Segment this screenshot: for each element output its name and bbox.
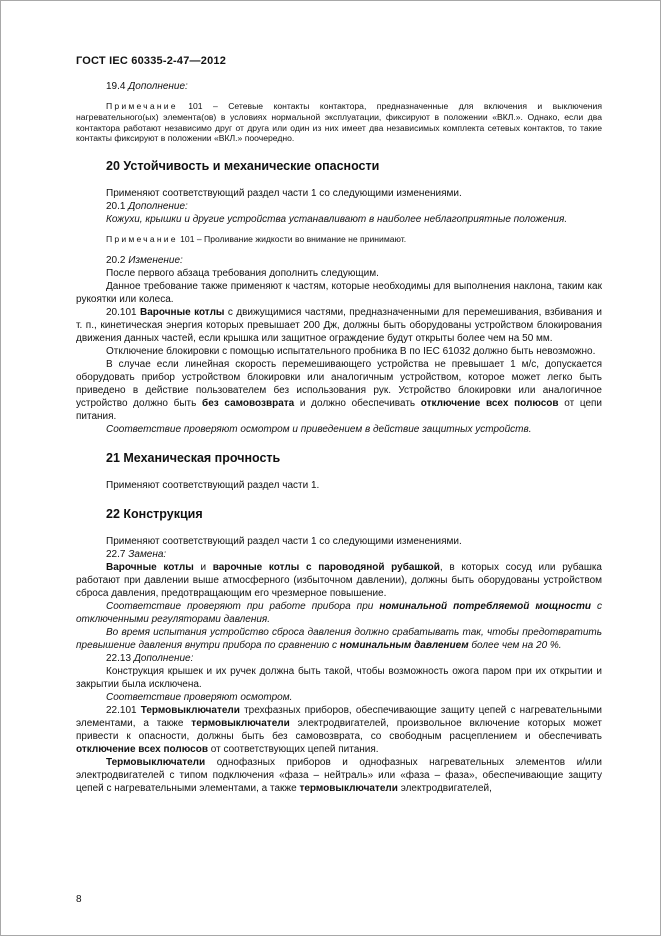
text-run: 20.1 [106,201,129,213]
text-run: 101 – Сетевые контакты контактора, предназначенные для включения и выключения нагревательного(ых) элемента(ов) в условиях нормальной эксплуатации, фиксируют в положении «ВКЛ.». Однако, если два контактора работают независимо друг от друга или один из них имеет два независимых комплекта сетевых контактов, то такие контакты фиксируют в положении «ВКЛ.» поочередно. [76,101,602,144]
text-run: без самовозврата [202,397,295,409]
text-run: Применяют соответствующий раздел части 1 со следующими изменениями. [106,188,462,200]
text-run: отключение всех полюсов [420,397,559,409]
text-run: Соответствие проверяют при работе прибора при [106,600,380,612]
note-paragraph [76,234,602,245]
text-run: Во время испытания устройство сброса давления должно срабатывать так, чтобы предотвратить превышение давления внутри прибора по сравнению с [76,626,602,651]
page-content [76,55,602,795]
text-run: Отключение блокировки с помощью испытательного пробника В по IEC 61032 должно быть невозможно. [106,345,596,357]
text-run: 22.7 [106,548,129,560]
text-run: термовыключатели [299,782,398,794]
text-run: 22 Конструкция [106,506,203,521]
text-run: Соответствие проверяют осмотром и приведением в действие защитных устройств. [106,423,532,435]
text-run: и должно обеспечивать [294,397,421,409]
document-title: ГОСТ IEC 60335-2-47—2012 [76,55,227,67]
text-run: Дополнение: [133,652,194,664]
paragraph [76,626,602,652]
text-run: термовыключатели [191,717,290,729]
paragraph [76,704,602,756]
text-run: Дополнение: [128,201,188,213]
text-run: Варочные котлы [139,306,225,318]
paragraph [76,358,602,423]
paragraph [76,600,602,626]
text-run: электродвигателей, произвольное включение которых может привести к опасности, должны быть без самовозврата, со свободным расцеплением и обеспечивать [76,717,602,742]
text-run: 20 Устойчивость и механические опасности [106,159,380,174]
text-run: В случае если линейная скорость перемешивающего устройства не превышает 1 м/с, допускается оборудовать прибор устройством блокировки или аналогичным устройством, которое может легко быть приведено в действие пользователем без использования рук. Устройство блокировки или аналогичное устройство должно быть [76,358,602,409]
text-run: отключение всех полюсов [76,743,208,755]
paragraph [76,200,602,213]
text-run: Замена: [128,548,167,560]
paragraph [76,187,602,200]
text-run: 20.2 [106,254,129,266]
text-run: номинальной потребляемой мощности [379,600,591,612]
paragraph [76,80,602,93]
text-run: электродвигателей, [397,782,492,794]
text-run: 22.13 [106,652,134,664]
paragraph [76,652,602,665]
text-run: с движущимися частями, предназначенными для перемешивания, взбивания и т. п., кинетическая энергия которых превышает 200 Дж, должны быть оборудованы устройством блокирования движения данных частей, если крышка или защитное ограждение будут открыты более чем на 50 мм. [76,306,602,344]
section-heading [106,159,602,173]
text-run: Соответствие проверяют осмотром. [106,691,293,703]
text-run: от цепи питания. [76,397,603,422]
text-run: Применяют соответствующий раздел части 1. [106,479,320,491]
paragraph [76,280,602,306]
paragraph [76,267,602,280]
text-run: Применяют соответствующий раздел части 1 со следующими изменениями. [106,535,462,547]
text-run: трехфазных приборов, обеспечивающие защиту цепей с нагревательными элементами, а также [76,704,602,729]
text-run: Данное требование также применяют к частям, которые необходимы для выполнения наклона, таким как рукоятки или колеса. [76,280,602,305]
text-run: и [193,561,213,573]
section-heading [106,507,602,521]
paragraph [76,254,602,267]
text-run: Варочные котлы [106,561,194,573]
text-run: с отключенными регуляторами давления. [76,600,603,625]
text-run: После первого абзаца требования дополнить следующим. [106,267,379,279]
text-run: 21 Механическая прочность [106,450,281,465]
text-run: варочные котлы с пароводяной рубашкой [212,561,440,573]
paragraph [76,345,602,358]
text-run: Кожухи, крышки и другие устройства устанавливают в наиболее неблагоприятные положения. [106,214,568,226]
text-run: от соответствующих цепей питания. [208,743,379,755]
text-run: 22.101 [106,704,141,716]
text-run: Примечание [106,234,178,245]
text-run: Термовыключатели [140,704,240,716]
text-run: Конструкция крышек и их ручек должна быть такой, чтобы возможность ожога паром при их открытии и закрытии была исключена. [76,665,602,690]
paragraph [76,213,602,226]
paragraph [76,756,602,795]
text-run: Дополнение: [128,81,188,92]
document-body [76,80,602,795]
text-run: Примечание [106,101,178,111]
text-run: Изменение: [128,254,183,266]
text-run: , в которых сосуд или рубашка работают при давлении выше атмосферного (избыточном давлении), должны быть оборудованы устройством сброса давления, предотвращающим его чрезмерное повышение. [76,561,602,599]
note-paragraph [76,101,602,144]
paragraph [76,561,602,600]
page-number: 8 [76,894,82,905]
text-run: Термовыключатели [106,756,206,768]
text-run: более чем на 20 %. [468,639,562,651]
paragraph [76,548,602,561]
paragraph [76,306,602,345]
paragraph [76,535,602,548]
text-run: 19.4 [106,81,129,92]
paragraph [76,479,602,492]
text-run: однофазных приборов и однофазных нагревательных элементов и/или электродвигателей с типом подключения «фаза – нейтраль» или «фаза – фаза», обеспечивающие защиту цепей с нагревательными элементами, а также [76,756,602,794]
text-run: 20.101 [106,306,140,318]
section-heading [106,451,602,465]
paragraph [76,423,602,436]
paragraph [76,691,602,704]
text-run: номинальным давлением [339,639,469,651]
paragraph [76,665,602,691]
text-run: 101 – Проливание жидкости во внимание не принимают. [177,234,407,245]
